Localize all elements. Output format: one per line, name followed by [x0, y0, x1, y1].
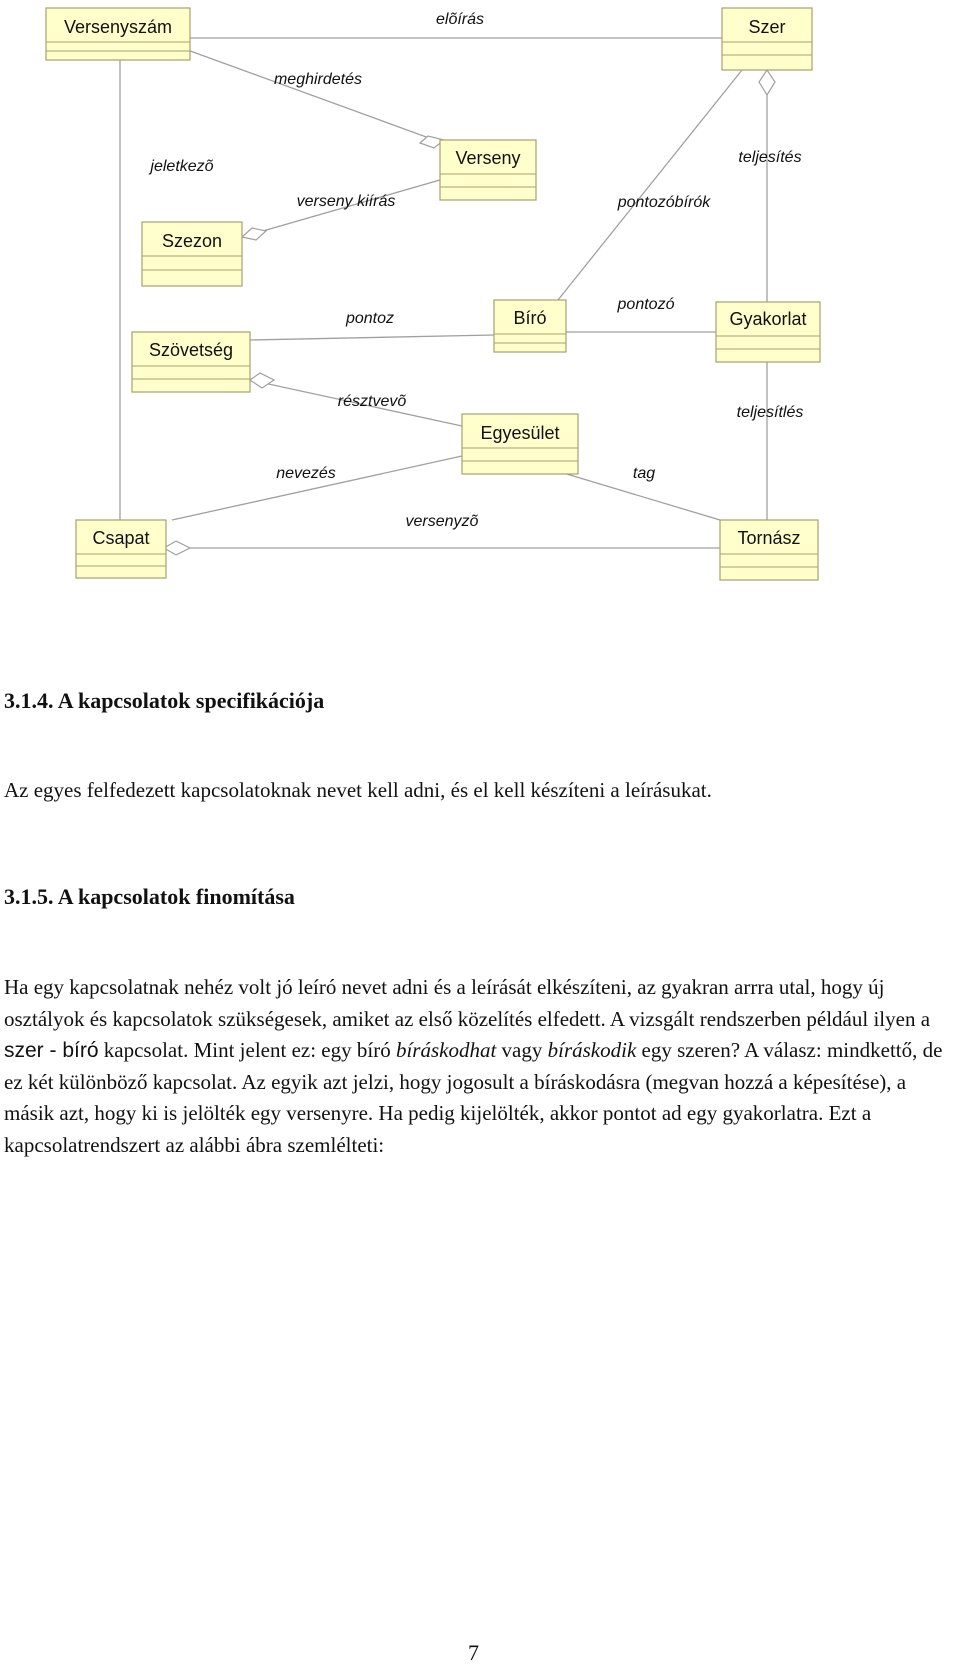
page-number: 7 — [468, 1640, 479, 1665]
line-pontozobirok — [558, 70, 742, 300]
association-lines — [120, 38, 767, 548]
assoc-label-pontozobirok: pontozóbírók — [617, 194, 711, 211]
class-szovetseg — [132, 332, 250, 392]
line-pontoz — [250, 335, 494, 340]
emphasis-biraskodik: bíráskodik — [547, 1038, 637, 1062]
class-versenyszam — [46, 8, 190, 60]
class-egyesulet — [462, 414, 578, 474]
class-verseny — [440, 140, 536, 200]
paragraph-text-part: kapcsolat. Mint jelent ez: egy bíró — [98, 1038, 396, 1062]
class-name-verseny: Verseny — [455, 148, 521, 168]
class-name-egyesulet: Egyesület — [480, 423, 560, 443]
class-name-gyakorlat: Gyakorlat — [729, 309, 807, 329]
assoc-label-nevezes: nevezés — [276, 465, 336, 482]
section-heading-3-1-5: 3.1.5. A kapcsolatok finomítása — [4, 884, 295, 909]
class-name-tornasz: Tornász — [737, 528, 801, 548]
assoc-label-verseny-kiiras: verseny kiírás — [296, 193, 396, 210]
class-name-szer: Szer — [748, 17, 786, 37]
assoc-label-pontozo: pontozó — [617, 296, 675, 313]
section-text-3-1-4: Az egyes felfedezett kapcsolatoknak nevet kell adni, és el kell készíteni a leírásukat. — [4, 778, 712, 802]
class-csapat — [76, 520, 166, 578]
section-paragraph-3-1-5 — [4, 972, 956, 1161]
class-name-csapat: Csapat — [92, 528, 150, 548]
diamond-teljesites — [759, 70, 775, 95]
assoc-label-versenyzo: versenyzõ — [405, 513, 479, 530]
assoc-label-eloiras: elõírás — [435, 11, 485, 28]
class-szer — [722, 8, 812, 70]
aggregation-diamonds — [161, 31, 775, 555]
emphasis-biraskodhat: bíráskodhat — [395, 1038, 497, 1062]
diamond-verseny-kiiras — [242, 228, 266, 240]
class-name-versenyszam: Versenyszám — [63, 17, 173, 37]
class-name-biro: Bíró — [513, 308, 547, 328]
paragraph-text-part: Ha egy kapcsolatnak nehéz volt jó leíró nevet adni és a leírását elkészíteni, az gyakran arrra utal, hogy új osztályok és kapcsolatok szükségesek, amiket az első közelítés elfedett. A vizsgált rendszerben például ilyen a — [4, 975, 931, 1031]
assoc-label-teljesites: teljesítés — [738, 149, 802, 166]
class-szezon — [142, 222, 242, 286]
paragraph-text-part: egy szeren? A válasz: mindkettő, de ez két különböző kapcsolat. Az egyik azt jelzi, hogy jogosult a bíráskodásra (megvan hozzá a képesítése), a másik azt, hogy ki is jelölték egy versenyre. Ha pedig kijelölték, akkor pontot ad egy gyakorlatra. Ezt a kapcsolatrendszert az alábbi ábra szemlélteti: — [4, 1038, 943, 1157]
assoc-label-teljesitles: teljesítlés — [736, 404, 804, 421]
class-biro — [494, 300, 566, 352]
assoc-label-resztvevo: résztvevõ — [337, 393, 407, 410]
assoc-label-jeletkezo: jeletkezõ — [150, 158, 214, 175]
uml-class-diagram — [0, 0, 960, 600]
paragraph-text-part: vagy — [496, 1038, 548, 1062]
class-gyakorlat — [716, 302, 820, 362]
inline-code-szer-biro: szer - bíró — [4, 1039, 99, 1062]
line-meghirdetes — [182, 48, 440, 142]
class-tornasz — [720, 520, 818, 580]
class-name-szezon: Szezon — [161, 231, 223, 251]
diamond-resztvevo — [250, 373, 274, 388]
assoc-label-pontoz: pontoz — [345, 310, 395, 327]
class-name-szovetseg: Szövetség — [148, 340, 234, 360]
section-heading-3-1-4: 3.1.4. A kapcsolatok specifikációja — [4, 688, 325, 713]
diamond-versenyzo — [164, 541, 190, 555]
assoc-label-meghirdetes: meghirdetés — [273, 71, 363, 88]
assoc-label-tag: tag — [632, 465, 656, 482]
